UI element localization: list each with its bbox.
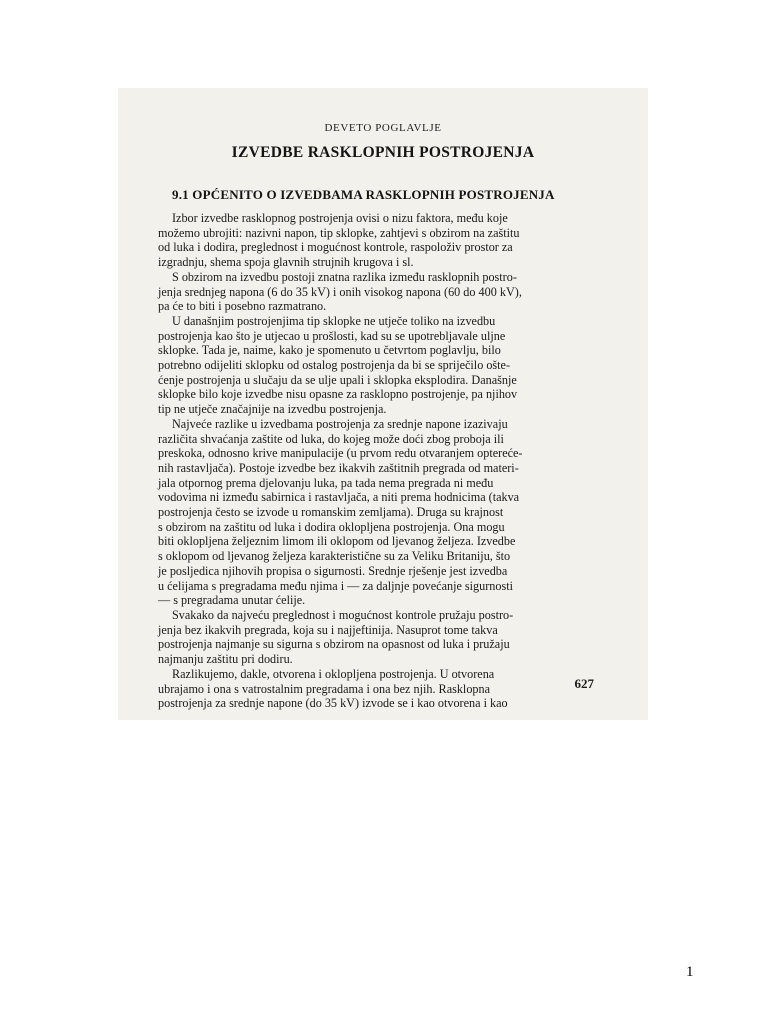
text-line: postrojenja često se izvode u romanskim zemljama). Druga su krajnost	[158, 505, 504, 520]
text-line: preskoka, odnosno krive manipulacije (u prvom redu otvaranjem optereće-	[158, 446, 523, 461]
text-line: izgradnju, shema spoja glavnih strujnih krugova i sl.	[158, 255, 414, 270]
body-text	[158, 211, 618, 711]
text-line: ubrajamo i ona s vatrostalnim pregradama i ona bez njih. Rasklopna	[158, 681, 491, 696]
text-line: u ćelijama s pregradama među njima i — za daljnje povećanje sigurnosti	[158, 578, 514, 593]
text-line: sklopke. Tada je, naime, kako je spomenuto u četvrtom poglavlju, bilo	[158, 343, 501, 358]
text-line: od luka i dodira, preglednost i mogućnost kontrole, raspoloživ prostor za	[158, 240, 513, 255]
text-line: jenja bez ikakvih pregrada, koja su i najjeftinija. Nasuprot tome takva	[158, 622, 498, 637]
text-line: Najveće razlike u izvedbama postrojenja za srednje napone izazivaju	[172, 416, 508, 431]
text-line: biti oklopljena željeznim limom ili oklopom od ljevanog željeza. Izvedbe	[158, 534, 516, 549]
text-line: postrojenja za srednje napone (do 35 kV) izvode se i kao otvorena i kao	[158, 696, 508, 711]
text-line: je posljedica njihovih propisa o sigurnosti. Srednje rješenje jest izvedba	[158, 563, 508, 578]
text-line: najmanju zaštitu pri dodiru.	[158, 652, 293, 667]
text-line: Izbor izvedbe rasklopnog postrojenja ovisi o nizu faktora, među koje	[172, 211, 508, 225]
text-line: Razlikujemo, dakle, otvorena i oklopljena postrojenja. U otvorena	[172, 666, 495, 681]
paragraph	[158, 270, 618, 314]
text-line: — s pregradama unutar ćelije.	[158, 593, 306, 608]
text-line: ćenje postrojenja u slučaju da se ulje upali i sklopka eksplodira. Današnje	[158, 372, 517, 387]
chapter-label: DEVETO POGLAVLJE	[324, 122, 442, 134]
paragraph	[158, 211, 618, 270]
text-line: nih rastavljača). Postoje izvedbe bez ikakvih zaštitnih pregrada od materi-	[158, 460, 519, 475]
text-line: možemo ubrojiti: nazivni napon, tip sklopke, zahtjevi s obzirom na zaštitu	[158, 225, 520, 240]
text-line: pa će to biti i posebno razmatrano.	[158, 299, 327, 314]
document-page-number: 1	[686, 964, 694, 980]
paragraph	[158, 608, 618, 667]
text-line: Svakako da najveću preglednost i mogućnost kontrole pružaju postro-	[172, 607, 514, 622]
text-line: jenja srednjeg napona (6 do 35 kV) i onih visokog napona (60 do 400 kV),	[158, 284, 522, 299]
section-heading: 9.1 OPĆENITO O IZVEDBAMA RASKLOPNIH POSTROJENJA	[172, 187, 555, 202]
text-line: različita shvaćanja zaštite od luka, do kojeg može doći zbog proboja ili	[158, 431, 504, 446]
paragraph	[158, 667, 618, 711]
text-line: potrebno odijeliti sklopku od ostalog postrojenja da bi se spriječilo ošte-	[158, 358, 511, 373]
text-line: sklopke bilo koje izvedbe nisu opasne za rasklopno postrojenje, pa njihov	[158, 387, 518, 402]
text-line: S obzirom na izvedbu postoji znatna razlika između rasklopnih postro-	[172, 269, 517, 284]
text-line: jala otpornog prema djelovanju luka, pa tada nema pregrada ni među	[158, 475, 494, 490]
text-line: U današnjim postrojenjima tip sklopke ne utječe toliko na izvedbu	[172, 313, 496, 328]
paragraph	[158, 314, 618, 417]
text-line: vodovima ni između sabirnica i rastavljača, a niti prema hodnicima (takva	[158, 490, 520, 505]
chapter-title: IZVEDBE RASKLOPNIH POSTROJENJA	[231, 144, 535, 161]
scanned-book-page	[118, 88, 648, 720]
paragraph	[158, 417, 618, 608]
text-line: s obzirom na zaštitu od luka i dodira oklopljena postrojenja. Ona mogu	[158, 519, 505, 534]
text-line: postrojenja najmanje su sigurna s obzirom na opasnost od luka i pružaju	[158, 637, 510, 652]
text-line: s oklopom od ljevanog željeza karakteristične su za Veliku Britaniju, što	[158, 549, 511, 564]
text-line: tip ne utječe značajnije na izvedbu postrojenja.	[158, 402, 387, 417]
book-page-number: 627	[574, 676, 594, 691]
text-line: postrojenja kao što je utjecao u prošlosti, kad su se upotrebljavale uljne	[158, 328, 506, 343]
